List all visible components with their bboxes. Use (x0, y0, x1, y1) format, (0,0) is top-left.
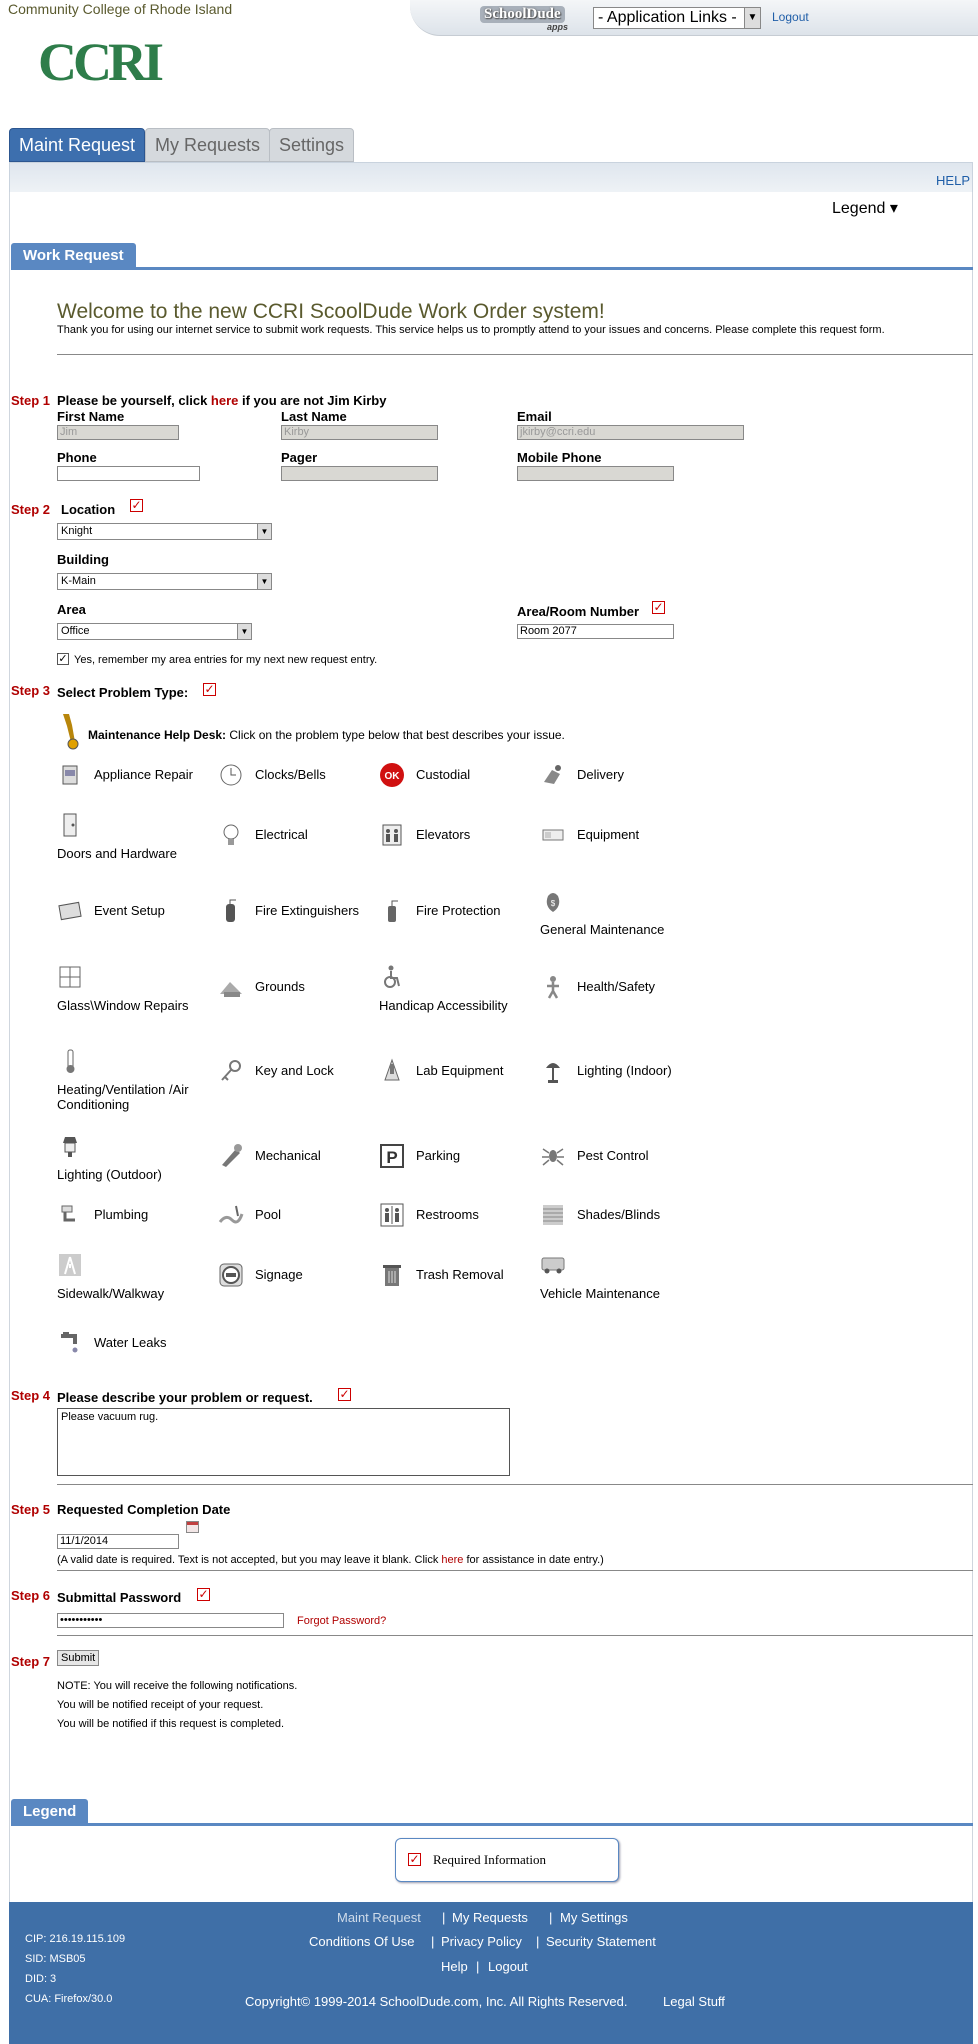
svg-text:$: $ (550, 899, 556, 908)
pager-label: Pager (281, 450, 318, 465)
svg-text:OK: OK (384, 771, 400, 782)
problem-type-icon (218, 1262, 244, 1288)
problem-type-icon (57, 1202, 83, 1228)
problem-type-icon (57, 1133, 83, 1159)
problem-type-label: Fire Protection (416, 903, 501, 918)
svg-text:P: P (386, 1148, 398, 1167)
ccri-logo (38, 32, 161, 103)
help-link[interactable]: HELP (936, 173, 970, 188)
footer-link-my-requests[interactable]: My Requests (452, 1910, 528, 1925)
forgot-password-link[interactable]: Forgot Password? (297, 1615, 387, 1627)
problem-type-icon (218, 898, 244, 924)
problem-type-label: Lab Equipment (416, 1063, 504, 1078)
footer-link-maint-request[interactable]: Maint Request (337, 1910, 421, 1925)
tab-my-requests[interactable]: My Requests (145, 128, 270, 162)
mobile-phone-label: Mobile Phone (517, 450, 602, 465)
submit-button[interactable]: Submit (57, 1650, 99, 1666)
problem-type-label: Clocks/Bells (255, 767, 326, 782)
completion-date-label: Requested Completion Date (57, 1502, 231, 1517)
schooldude-logo: SchoolDude (480, 6, 565, 23)
problem-type-label: Select Problem Type: (57, 685, 189, 700)
date-help-link[interactable]: here (441, 1554, 464, 1566)
section-divider (11, 1823, 973, 1826)
last-name-label: Last Name (281, 409, 347, 424)
email-field[interactable]: jkirby@ccri.edu (517, 425, 744, 440)
problem-type-label: Appliance Repair (94, 767, 194, 782)
footer-info-cua: CUA: Firefox/30.0 (25, 1993, 113, 2005)
building-select[interactable] (57, 573, 272, 590)
problem-type-label: Sidewalk/Walkway (57, 1286, 165, 1301)
problem-type-icon (218, 1058, 244, 1084)
problem-type-label: Key and Lock (255, 1063, 334, 1078)
description-label: Please describe your problem or request. (57, 1390, 313, 1405)
notification-note: You will be notified receipt of your request. (57, 1699, 264, 1711)
problem-type-label: Plumbing (94, 1207, 149, 1222)
application-links-value: - Application Links - (598, 9, 737, 26)
phone-label: Phone (57, 450, 97, 465)
problem-type-label: Handicap Accessibility (379, 998, 508, 1013)
problem-type-icon (218, 974, 244, 1000)
footer-info-sid: SID: MSB05 (25, 1953, 86, 1965)
first-name-field[interactable]: Jim (57, 425, 179, 440)
step-label: Step 4 (11, 1388, 51, 1403)
problem-type-icon (540, 1202, 566, 1228)
problem-type-label: Vehicle Maintenance (540, 1286, 660, 1301)
problem-type-icon (379, 964, 405, 990)
divider (57, 1484, 973, 1485)
problem-type-icon (57, 898, 83, 924)
legend-header: Legend (11, 1799, 88, 1825)
problem-type-label: Mechanical (255, 1148, 321, 1163)
problem-type-label: Grounds (255, 979, 305, 994)
notification-note: You will be notified if this request is completed. (57, 1718, 285, 1730)
section-divider (11, 267, 973, 270)
problem-type-icon (540, 1058, 566, 1084)
required-check-icon: ✓ (131, 498, 142, 512)
problem-type-label: Fire Extinguishers (255, 903, 360, 918)
problem-type-label: General Maintenance (540, 922, 665, 937)
remember-label: Yes, remember my area entries for my next new request entry. (74, 654, 378, 666)
chevron-down-icon: ▼ (744, 8, 760, 28)
last-name-field[interactable]: Kirby (281, 425, 438, 440)
location-value: Knight (61, 525, 93, 537)
problem-type-label: Elevators (416, 827, 471, 842)
room-number-field[interactable]: Room 2077 (517, 624, 674, 639)
problem-type-label: Water Leaks (94, 1335, 167, 1350)
problem-type-label: Equipment (577, 827, 640, 842)
area-label: Area (57, 602, 86, 617)
divider (57, 1635, 973, 1636)
divider (57, 1570, 973, 1571)
logout-link[interactable]: Logout (772, 10, 809, 24)
problem-type-icon (379, 1143, 405, 1169)
legal-stuff-link[interactable]: Legal Stuff (663, 1994, 725, 2009)
problem-type-icon (379, 1262, 405, 1288)
required-check-icon: ✓ (409, 1852, 420, 1866)
problem-type-icon (540, 1143, 566, 1169)
required-check-icon: ✓ (198, 1587, 209, 1601)
password-label: Submittal Password (57, 1590, 182, 1605)
problem-type-label: Trash Removal (416, 1267, 504, 1282)
step1-instruction: Please be yourself, click here if you are not Jim Kirby (57, 393, 387, 408)
problem-type-label: Delivery (577, 767, 624, 782)
date-help-text: (A valid date is required. Text is not accepted, but you may leave it blank. Click here for assistance in date entry.) (57, 1554, 604, 1566)
welcome-text: Thank you for using our internet service to submit work requests. This service helps us to promptly attend to your issues and concerns. Please complete this request form. (57, 324, 885, 336)
problem-type-label: Event Setup (94, 903, 165, 918)
footer-link-help[interactable]: Help (441, 1959, 468, 1974)
work-request-header: Work Request (11, 243, 136, 269)
chevron-down-icon: ▼ (257, 574, 271, 589)
problem-type-label: Lighting (Indoor) (577, 1063, 672, 1078)
org-name: Community College of Rhode Island (8, 1, 233, 17)
step-label: Step 5 (11, 1502, 51, 1517)
footer-link-conditions[interactable]: Conditions Of Use (309, 1934, 415, 1949)
footer-link-security[interactable]: Security Statement (546, 1934, 656, 1949)
problem-type-icon (540, 1252, 566, 1278)
not-me-link[interactable]: here (210, 393, 239, 408)
welcome-title: Welcome to the new CCRI ScoolDude Work Order system! (57, 300, 605, 323)
problem-type-icon (218, 1143, 244, 1169)
mobile-phone-field[interactable] (517, 466, 674, 481)
legend-menu[interactable]: Legend ▾ (832, 200, 898, 217)
problem-type-label: Custodial (416, 767, 471, 782)
phone-field[interactable] (57, 466, 200, 481)
required-info-label: Required Information (433, 1852, 546, 1867)
footer-link-logout[interactable]: Logout (488, 1959, 528, 1974)
required-info-legend (395, 1838, 619, 1882)
logo-text: CCRI (38, 32, 161, 92)
area-value: Office (61, 625, 90, 637)
pager-field[interactable] (281, 466, 438, 481)
problem-type-icon (218, 822, 244, 848)
problem-type-icon (540, 822, 566, 848)
area-select[interactable] (57, 623, 252, 640)
copyright: Copyright© 1999-2014 SchoolDude.com, Inc. All Rights Reserved. (245, 1994, 628, 2009)
problem-type-icon (379, 898, 405, 924)
footer-info-did: DID: 3 (25, 1973, 57, 1985)
problem-type-label: Signage (255, 1267, 303, 1282)
room-number-label: Area/Room Number (517, 604, 640, 619)
problem-type-icon (540, 888, 566, 914)
completion-date-field[interactable]: 11/1/2014 (57, 1534, 179, 1549)
problem-type-icon (540, 762, 566, 788)
step-label: Step 6 (11, 1588, 51, 1603)
step-label: Step 7 (11, 1654, 51, 1669)
problem-type-icon (379, 822, 405, 848)
problem-type-icon (57, 1048, 83, 1074)
problem-type-icon (57, 762, 83, 788)
remember-checkbox[interactable]: ✓ (58, 653, 68, 665)
problem-type-icon (218, 1202, 244, 1228)
required-check-icon: ✓ (653, 600, 664, 614)
problem-type-label: Shades/Blinds (577, 1207, 661, 1222)
footer-link-privacy[interactable]: Privacy Policy (441, 1934, 522, 1949)
problem-type-label: Electrical (255, 827, 308, 842)
required-check-icon: ✓ (204, 682, 215, 696)
chevron-down-icon: ▼ (237, 624, 251, 639)
step-label: Step 2 (11, 502, 51, 517)
step-label: Step 3 (11, 683, 51, 698)
problem-type-icon (57, 1252, 83, 1278)
location-label: Location (61, 502, 116, 517)
help-desk-instruction: Maintenance Help Desk: Click on the problem type below that best describes your issue. (88, 728, 565, 742)
building-value: K-Main (61, 575, 96, 587)
problem-type-label: Lighting (Outdoor) (57, 1167, 162, 1182)
tab-maint-request[interactable]: Maint Request (9, 128, 145, 162)
application-links-select[interactable] (593, 7, 761, 29)
problem-type-icon (57, 1330, 83, 1356)
description-textarea[interactable]: Please vacuum rug. (57, 1408, 510, 1476)
problem-type-icon (379, 1058, 405, 1084)
problem-type-icon (218, 762, 244, 788)
building-label: Building (57, 552, 109, 567)
content-frame (9, 192, 973, 1902)
email-label: Email (517, 409, 552, 424)
location-select[interactable] (57, 523, 272, 540)
problem-type-label: Heating/Ventilation /Air Conditioning (57, 1082, 189, 1112)
password-field[interactable]: ••••••••••• (57, 1613, 284, 1628)
problem-type-label: Health/Safety (577, 979, 656, 994)
chevron-down-icon: ▼ (257, 524, 271, 539)
tab-settings[interactable]: Settings (269, 128, 354, 162)
problem-type-icon (379, 762, 405, 788)
footer-link-my-settings[interactable]: My Settings (560, 1910, 628, 1925)
problem-type-label: Restrooms (416, 1207, 479, 1222)
required-check-icon: ✓ (339, 1387, 350, 1401)
calendar-icon[interactable] (186, 1521, 199, 1533)
problem-type-label: Pest Control (577, 1148, 649, 1163)
problem-type-icon (57, 812, 83, 838)
divider (57, 354, 973, 355)
problem-type-label: Pool (255, 1207, 282, 1222)
problem-type-label: Glass\Window Repairs (57, 998, 189, 1013)
footer-info-cip: CIP: 216.19.115.109 (25, 1933, 126, 1945)
problem-type-label: Parking (416, 1148, 461, 1163)
problem-type-icon (379, 1202, 405, 1228)
step-label: Step 1 (11, 393, 51, 408)
wrench-icon (57, 712, 87, 755)
problem-type-label: Doors and Hardware (57, 846, 177, 861)
problem-type-icon (57, 964, 83, 990)
help-bar (9, 162, 973, 192)
footer: Maint Request | My Requests | My Settings Conditions Of Use | Privacy Policy | Security Statement Help | Logout CIP: 216.19.115.109 SID: MSB05 DID: 3 CUA: Firefox/30.0 Copyright© 1999-2014 SchoolDude.com, Inc. All Rights Reserved. Legal Stuff (9, 1902, 973, 2044)
notification-note: NOTE: You will receive the following notifications. (57, 1680, 298, 1692)
schooldude-apps-label: apps (547, 22, 569, 32)
problem-type-icon (540, 974, 566, 1000)
first-name-label: First Name (57, 409, 125, 424)
